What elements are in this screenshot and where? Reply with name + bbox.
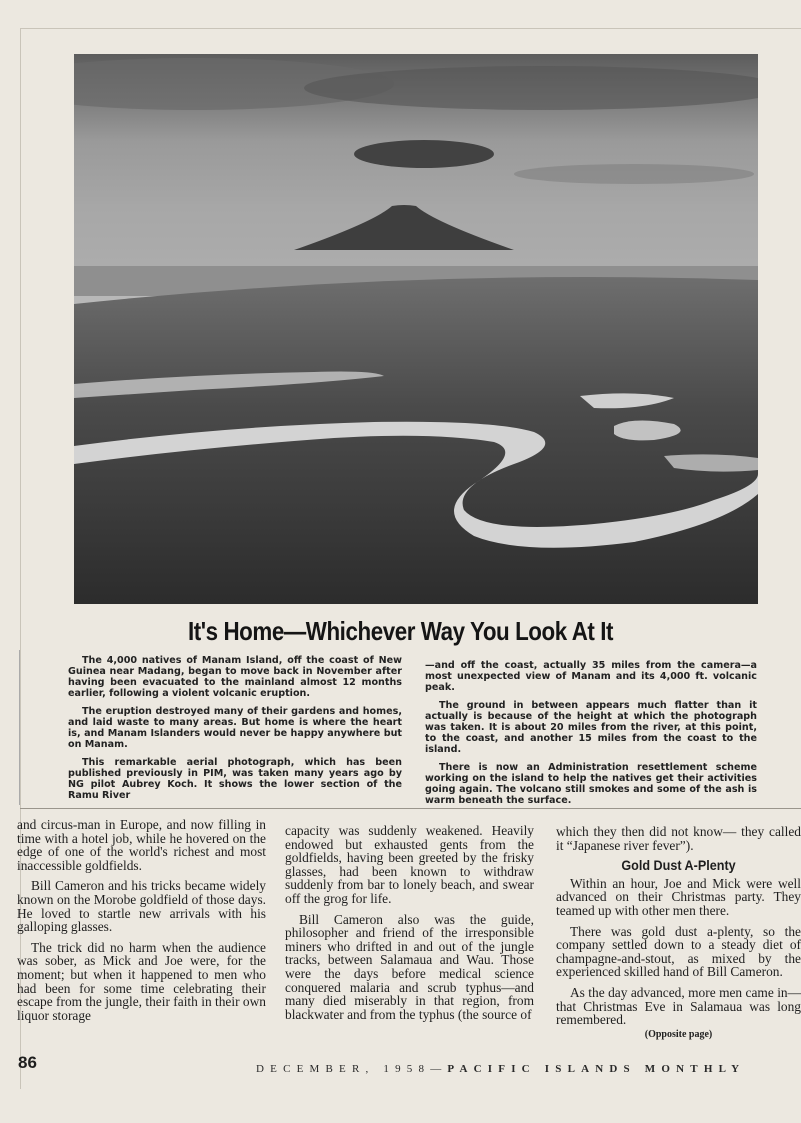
body-paragraph: There was gold dust a-plenty, so the company settled down to a steady diet of champagne-and-stout, as mixed by the experienced skilled hand of Bill Cameron. [556, 923, 801, 980]
caption-right-column [425, 660, 757, 813]
body-paragraph: The trick did no harm when the audience was sober, as Mick and Joe were, for the moment; but when it happened to men who had been for some time celebrating their escape from the jungle, their faith in their own liquor storage [17, 939, 266, 1023]
running-footer [256, 1063, 801, 1075]
body-column-1 [17, 818, 266, 1029]
footer-month: DECEMBER, [256, 1063, 375, 1075]
article-headline: It's Home—Whichever Way You Look At It [187, 616, 614, 646]
body-paragraph: As the day advanced, more men came in—that Christmas Eve in Salamaua was long remembered. [556, 984, 801, 1028]
body-column-3 [556, 825, 801, 1041]
body-paragraph: which they then did not know— they called it “Japanese river fever”). [556, 825, 801, 853]
body-paragraph: and circus-man in Europe, and now filling in time with a hotel job, while he hovered on the edge of one of the world's richest and most inaccessible goldfields. [17, 817, 266, 873]
caption-paragraph: —and off the coast, actually 35 miles from the camera—a most unexpected view of Manam and its 4,000 ft. volcanic peak. [425, 660, 757, 693]
body-paragraph: Within an hour, Joe and Mick were well advanced on their Christmas party. They teamed up with other men there. [556, 875, 801, 918]
caption-left-column [68, 655, 402, 808]
aerial-photo-drawing [74, 54, 758, 604]
page-number: 86 [18, 1053, 37, 1072]
continued-note: (Opposite page) [644, 1028, 713, 1040]
section-subhead: Gold Dust A-Plenty [621, 857, 736, 874]
section-divider [20, 808, 801, 809]
footer-year: 1958— [383, 1063, 448, 1075]
caption-paragraph: This remarkable aerial photograph, which has been published previously in PIM, was taken many years ago by NG pilot Aubrey Koch. It shows the lower section of the Ramu River [68, 757, 402, 801]
body-paragraph: capacity was suddenly weakened. Heavily endowed but exhausted gents from the goldfields, having been greeted by the frisky glasses, had been known to withdraw suddenly from bar to lonely beach, and swear off the grog for life. [285, 823, 534, 906]
caption-paragraph: The eruption destroyed many of their gardens and homes, and laid waste to many areas. But home is where the heart is, and Manam Islanders would never be happy anywhere but on Manam. [68, 706, 402, 750]
body-column-2 [285, 824, 534, 1028]
aerial-photograph [74, 54, 758, 604]
body-paragraph: Bill Cameron also was the guide, philosopher and friend of the irresponsible miners who drifted in and out of the jungle tracks, between Salamaua and Wau. Those were the days before medical science conquered malaria and scrub typhus—and many died miserably in that region, from blackwater and from the typhus (the source of [285, 911, 534, 1022]
caption-paragraph: The ground in between appears much flatter than it actually is because of the height at which the photograph was taken. It is about 20 miles from the river, at this point, to the coast, and another 15 miles from the coast to the island. [425, 700, 757, 755]
footer-publication: PACIFIC ISLANDS MONTHLY [447, 1063, 746, 1075]
caption-paragraph: There is now an Administration resettlement scheme working on the island to help the natives get their activities going again. The volcano still smokes and some of the ash is warm beneath the surface. [425, 762, 757, 806]
body-paragraph: Bill Cameron and his tricks became widely known on the Morobe goldfield of those days. He loved to startle new arrivals with his galloping glasses. [17, 878, 266, 935]
caption-paragraph: The 4,000 natives of Manam Island, off the coast of New Guinea near Madang, began to move back in November after having been evacuated to the mainland almost 12 months earlier, following a violent volcanic eruption. [68, 655, 402, 699]
vertical-rule [19, 650, 20, 805]
